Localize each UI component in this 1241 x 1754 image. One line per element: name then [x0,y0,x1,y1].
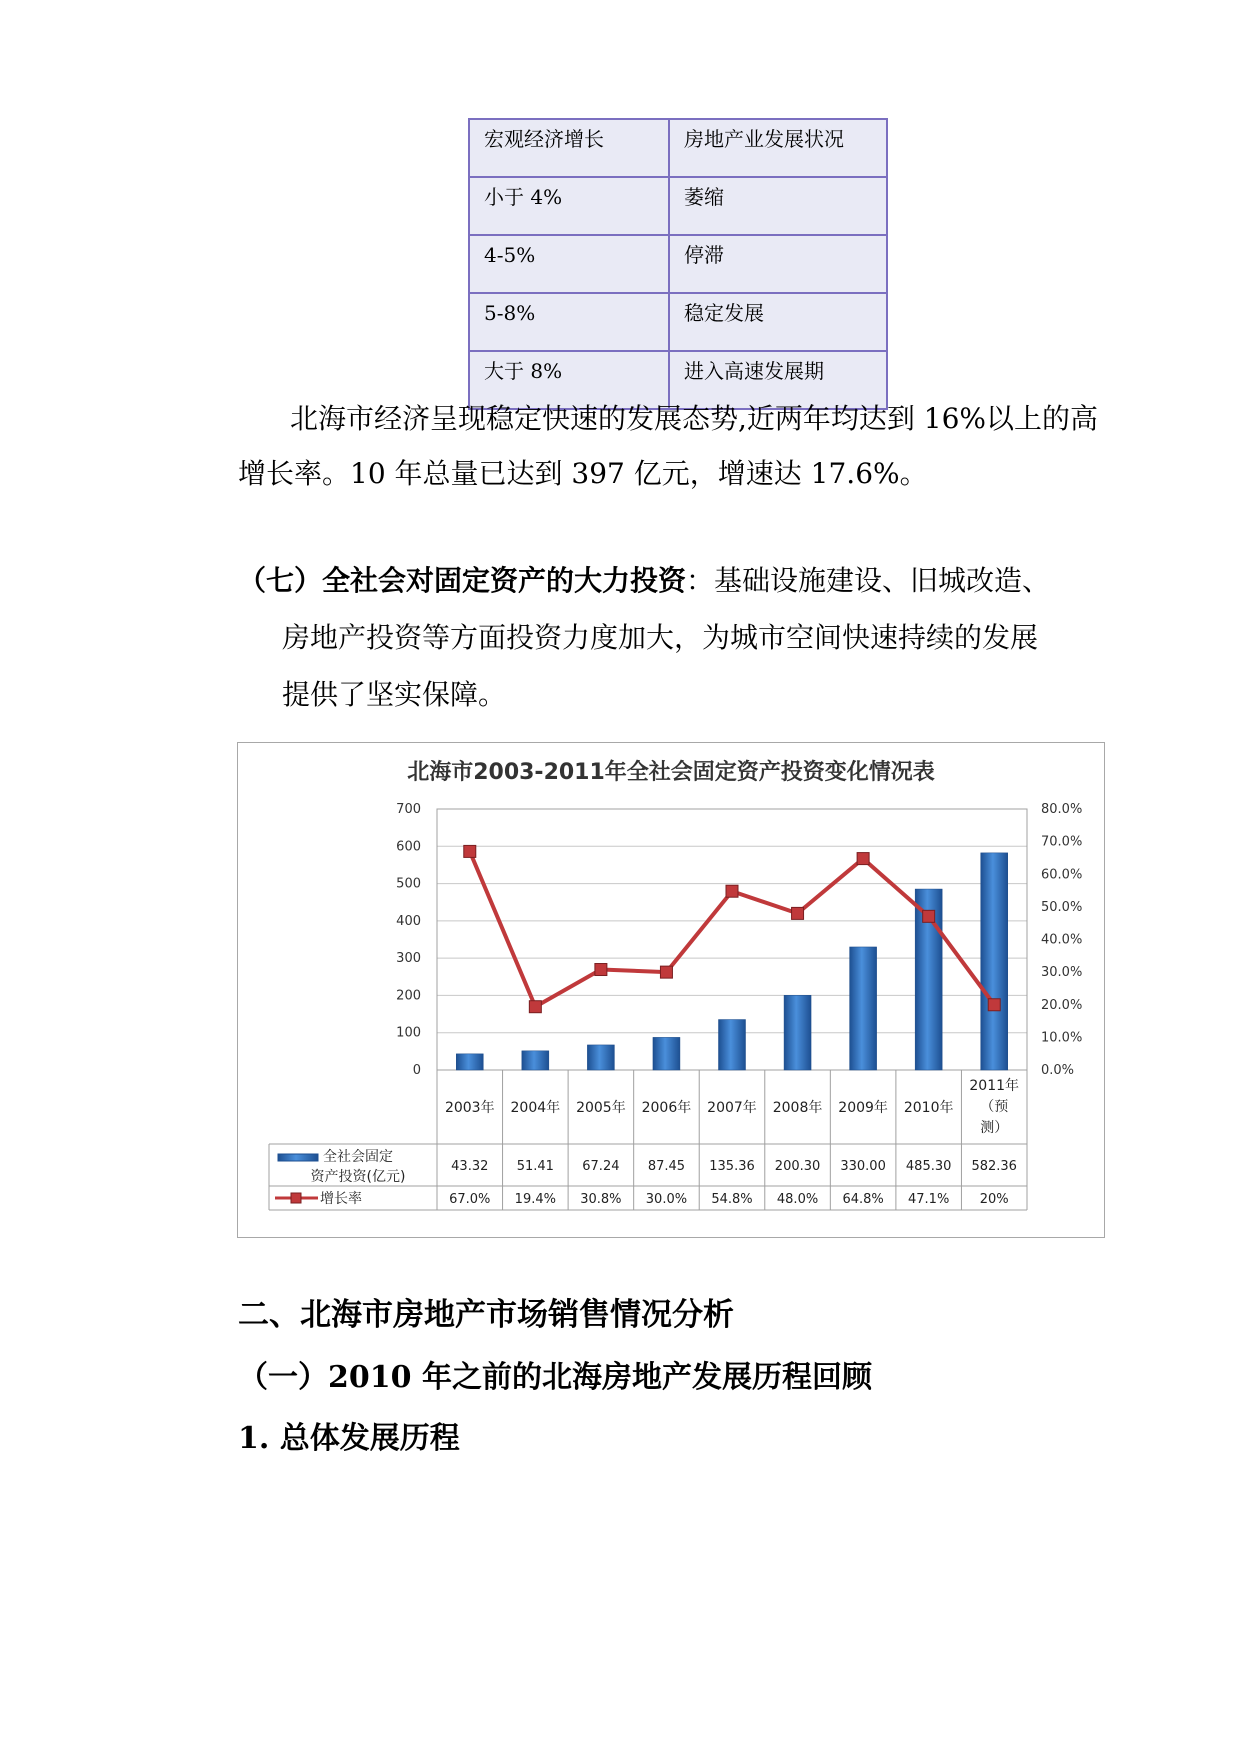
data-label: 67.0% [449,1192,491,1207]
x-tick-label: 2009年 [838,1100,888,1116]
line-point [726,885,738,897]
bar [522,1051,549,1070]
data-label: 200.30 [774,1159,821,1174]
bar [850,947,877,1070]
bar [653,1037,680,1070]
y-left-tick-label: 500 [396,876,421,892]
line-point [660,966,672,978]
data-label: 64.8% [842,1192,884,1207]
table-cell: 大于 8% [469,351,669,409]
line-point [595,964,607,976]
table-cell: 停滞 [669,235,887,293]
paragraph-line: 北海市经济呈现稳定快速的发展态势,近两年均达到 16%以上的高 [290,402,1099,435]
paragraph-line: 房地产投资等方面投资力度加大，为城市空间快速持续的发展 [282,621,1039,654]
table-cell: 5-8% [469,293,669,351]
x-tick-label: 测） [980,1120,1009,1136]
data-label: 54.8% [711,1192,753,1207]
chart-canvas [238,743,1104,1237]
data-label: 582.36 [971,1159,1017,1174]
y-right-tick-label: 80.0% [1041,802,1083,817]
section-heading: 二、北海市房地产市场销售情况分析 [238,1297,734,1333]
line-point [923,910,935,922]
data-label: 67.24 [582,1159,620,1174]
table-row [469,293,887,351]
data-label: 87.45 [647,1159,686,1174]
y-left-tick-label: 100 [396,1025,421,1041]
section-heading: 1. 总体发展历程 [238,1421,460,1456]
section7-line1 [238,563,1050,599]
y-left-tick-label: 0 [412,1063,421,1078]
x-tick-label: 2010年 [903,1100,954,1116]
y-left-tick-label: 700 [396,802,421,817]
legend-bar-swatch [278,1154,318,1161]
x-tick-label: 2011年 [969,1078,1020,1094]
line-point [792,907,804,919]
y-left-tick-label: 600 [396,839,421,855]
section-heading: （七）全社会对固定资产的大力投资 [238,564,687,597]
paragraph-line: 增长率。10 年总量已达到 397 亿元，增速达 17.6%。 [238,457,928,490]
data-label: 20% [979,1192,1009,1207]
growth-table [468,118,888,410]
table-row [469,177,887,235]
investment-chart [237,742,1105,1238]
y-right-tick-label: 30.0% [1041,965,1083,981]
table-cell: 进入高速发展期 [669,351,887,409]
section-heading: （一）2010 年之前的北海房地产发展历程回顾 [238,1360,872,1395]
line-point [988,999,1000,1011]
bar [981,853,1008,1070]
x-tick-label: 2006年 [641,1100,692,1116]
data-label: 30.8% [580,1192,622,1207]
series-name: 全社会固定 [323,1149,393,1165]
series-name: 资产投资(亿元) [310,1169,406,1185]
data-label: 43.32 [451,1159,489,1174]
data-label: 330.00 [840,1159,886,1174]
data-label: 485.30 [905,1159,952,1174]
line-point [464,845,476,857]
x-tick-label: 2008年 [772,1100,823,1116]
data-label: 47.1% [908,1192,950,1207]
data-label: 48.0% [776,1192,819,1207]
paragraph-text: ：基础设施建设、旧城改造、 [686,564,1051,597]
table-cell: 宏观经济增长 [469,119,669,177]
y-left-tick-label: 400 [396,913,421,929]
data-label: 51.41 [516,1159,554,1174]
y-left-tick-label: 200 [396,988,421,1004]
data-label: 19.4% [514,1192,556,1207]
table-header-row [469,119,887,177]
bar [456,1054,483,1070]
table-row [469,235,887,293]
y-right-tick-label: 40.0% [1041,932,1083,948]
y-right-tick-label: 10.0% [1041,1030,1083,1046]
table-cell: 萎缩 [669,177,887,235]
y-right-tick-label: 70.0% [1041,834,1083,850]
chart-data-table [269,1070,1027,1210]
y-left-tick-label: 300 [396,951,421,967]
table-cell: 房地产业发展状况 [669,119,887,177]
data-label: 30.0% [645,1192,688,1207]
table-cell: 稳定发展 [669,293,887,351]
legend-marker-swatch [291,1193,301,1203]
bar [719,1020,746,1070]
line-point [857,853,869,865]
paragraph-line: 提供了坚实保障。 [282,678,507,711]
table-cell: 4-5% [469,235,669,293]
bar [587,1045,614,1070]
y-right-tick-label: 50.0% [1041,899,1083,915]
table-cell: 小于 4% [469,177,669,235]
x-tick-label: 2003年 [444,1100,495,1116]
x-tick-label: 2007年 [707,1100,757,1116]
series-name: 增长率 [320,1191,362,1207]
x-tick-label: 2005年 [576,1100,626,1116]
x-tick-label: 2004年 [510,1100,561,1116]
y-right-tick-label: 0.0% [1041,1063,1075,1078]
chart-title: 北海市2003-2011年全社会固定资产投资变化情况表 [407,760,935,785]
y-right-tick-label: 60.0% [1041,867,1083,883]
y-right-tick-label: 20.0% [1041,997,1083,1013]
bar [784,995,811,1070]
data-label: 135.36 [709,1159,755,1174]
x-tick-label: （预 [980,1099,1009,1115]
line-point [529,1001,541,1013]
